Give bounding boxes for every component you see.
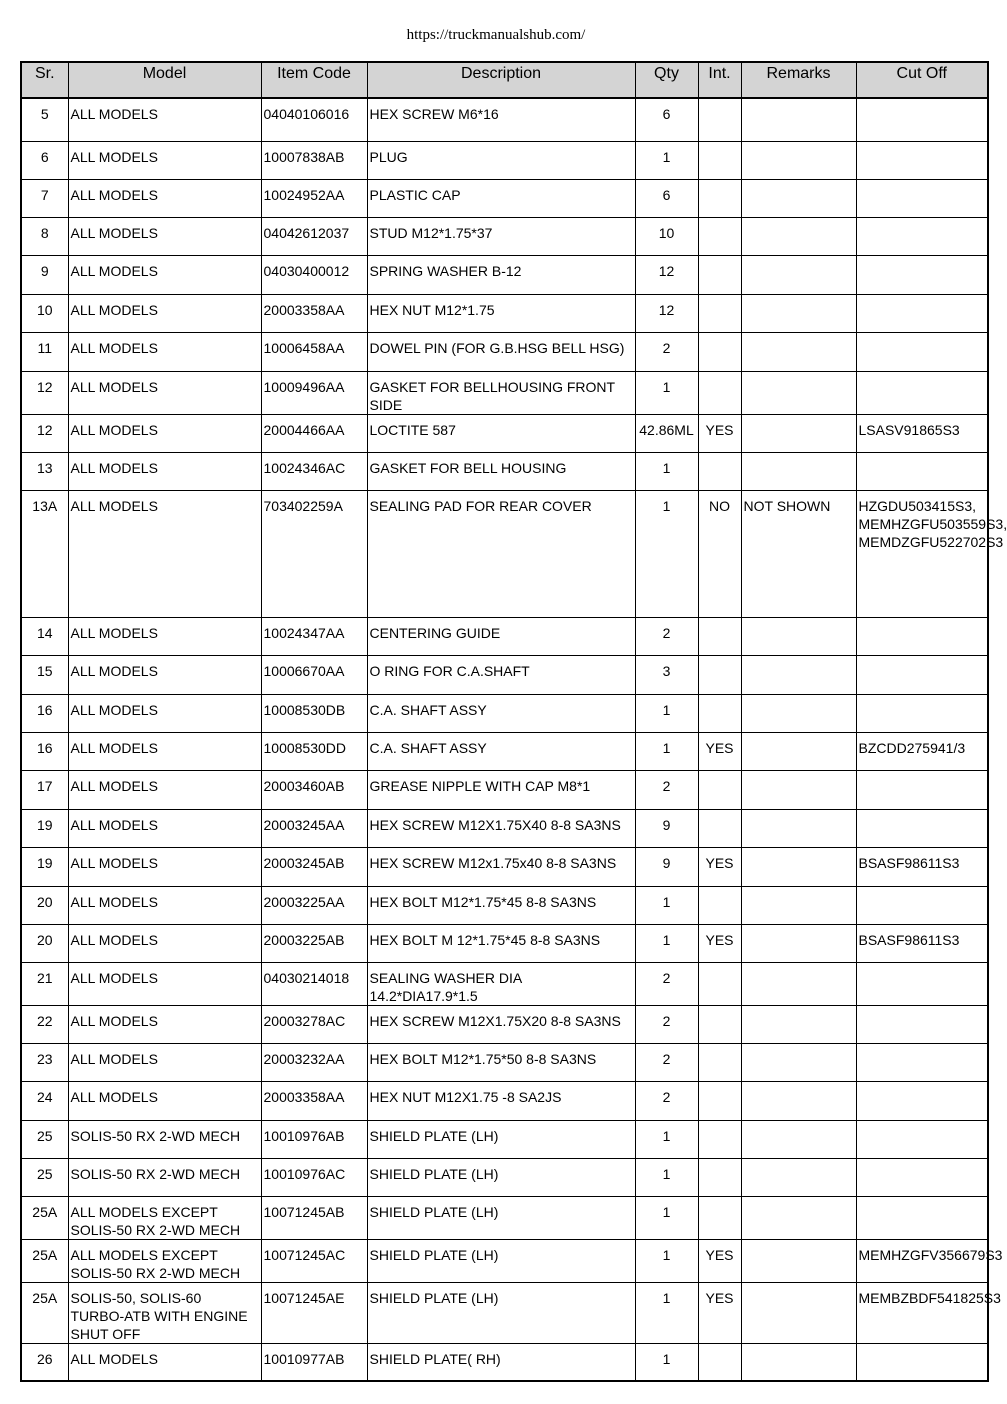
cell-int xyxy=(698,1343,741,1381)
cell-model: ALL MODELS xyxy=(68,1081,261,1120)
cell-cut-off xyxy=(856,655,988,694)
table-row xyxy=(21,98,988,141)
cell-sr: 25A xyxy=(21,1239,68,1282)
cell-qty: 1 xyxy=(635,1343,698,1381)
cell-cut-off xyxy=(856,1196,988,1239)
cell-item-code: 20003225AB xyxy=(261,924,367,962)
cell-item-code: 10008530DD xyxy=(261,732,367,770)
cell-int: YES xyxy=(698,1282,741,1343)
cell-int xyxy=(698,694,741,732)
cell-model: ALL MODELS xyxy=(68,179,261,217)
cell-sr: 20 xyxy=(21,886,68,924)
cell-int xyxy=(698,1005,741,1043)
cell-remarks xyxy=(741,886,856,924)
cell-description: O RING FOR C.A.SHAFT xyxy=(367,655,635,694)
cell-qty: 6 xyxy=(635,98,698,141)
cell-item-code: 20003245AA xyxy=(261,809,367,847)
cell-description: PLUG xyxy=(367,141,635,179)
cell-model: SOLIS-50, SOLIS-60 TURBO-ATB WITH ENGINE SHUT OFF xyxy=(68,1282,261,1343)
cell-item-code: 20003232AA xyxy=(261,1043,367,1081)
cell-cut-off xyxy=(856,141,988,179)
cell-item-code: 10010976AC xyxy=(261,1158,367,1196)
cell-qty: 1 xyxy=(635,732,698,770)
table-row xyxy=(21,179,988,217)
cell-int xyxy=(698,1158,741,1196)
cell-item-code: 10010977AB xyxy=(261,1343,367,1381)
cell-cut-off xyxy=(856,1158,988,1196)
cell-item-code: 10071245AE xyxy=(261,1282,367,1343)
table-row xyxy=(21,1043,988,1081)
cell-item-code: 10024952AA xyxy=(261,179,367,217)
cell-cut-off: MEMHZGFV356679S3 xyxy=(856,1239,988,1282)
table-row xyxy=(21,1343,988,1381)
table-row xyxy=(21,886,988,924)
cell-qty: 1 xyxy=(635,1239,698,1282)
cell-description: GASKET FOR BELLHOUSING FRONT SIDE xyxy=(367,371,635,414)
cell-item-code: 04030400012 xyxy=(261,255,367,294)
cell-remarks xyxy=(741,1005,856,1043)
cell-cut-off xyxy=(856,452,988,490)
cell-model: ALL MODELS xyxy=(68,371,261,414)
cell-description: HEX NUT M12*1.75 xyxy=(367,294,635,332)
cell-model: ALL MODELS xyxy=(68,924,261,962)
table-row xyxy=(21,217,988,255)
cell-model: ALL MODELS xyxy=(68,414,261,452)
cell-model: ALL MODELS xyxy=(68,98,261,141)
cell-int xyxy=(698,255,741,294)
table-row xyxy=(21,1120,988,1158)
cell-int xyxy=(698,1043,741,1081)
cell-sr: 21 xyxy=(21,962,68,1005)
cell-int xyxy=(698,1081,741,1120)
cell-description: HEX SCREW M12X1.75X20 8-8 SA3NS xyxy=(367,1005,635,1043)
cell-item-code: 04030214018 xyxy=(261,962,367,1005)
cell-remarks xyxy=(741,98,856,141)
cell-cut-off xyxy=(856,1005,988,1043)
cell-cut-off: BZCDD275941/3 xyxy=(856,732,988,770)
cell-item-code: 10010976AB xyxy=(261,1120,367,1158)
cell-remarks xyxy=(741,962,856,1005)
table-row xyxy=(21,962,988,1005)
cell-model: ALL MODELS xyxy=(68,255,261,294)
cell-item-code: 10008530DB xyxy=(261,694,367,732)
header-row xyxy=(21,62,988,98)
cell-remarks xyxy=(741,1282,856,1343)
cell-qty: 9 xyxy=(635,809,698,847)
cell-int xyxy=(698,179,741,217)
table-row xyxy=(21,452,988,490)
table-row xyxy=(21,141,988,179)
table-row xyxy=(21,617,988,655)
cell-model: ALL MODELS xyxy=(68,490,261,617)
cell-int: YES xyxy=(698,414,741,452)
cell-sr: 25 xyxy=(21,1120,68,1158)
cell-remarks xyxy=(741,1158,856,1196)
cell-int xyxy=(698,141,741,179)
cell-description: SHIELD PLATE (LH) xyxy=(367,1239,635,1282)
cell-item-code: 10006458AA xyxy=(261,332,367,371)
cell-int xyxy=(698,371,741,414)
cell-remarks xyxy=(741,655,856,694)
cell-description: LOCTITE 587 xyxy=(367,414,635,452)
cell-cut-off xyxy=(856,371,988,414)
cell-model: ALL MODELS xyxy=(68,962,261,1005)
cell-description: SHIELD PLATE (LH) xyxy=(367,1282,635,1343)
cell-sr: 5 xyxy=(21,98,68,141)
cell-int: YES xyxy=(698,924,741,962)
cell-remarks xyxy=(741,732,856,770)
cell-qty: 1 xyxy=(635,1158,698,1196)
header-qty: Qty xyxy=(635,62,698,98)
cell-item-code: 20003460AB xyxy=(261,770,367,809)
cell-item-code: 10006670AA xyxy=(261,655,367,694)
cell-model: ALL MODELS xyxy=(68,217,261,255)
cell-remarks xyxy=(741,1343,856,1381)
table-row xyxy=(21,255,988,294)
cell-sr: 17 xyxy=(21,770,68,809)
cell-sr: 13 xyxy=(21,452,68,490)
table-row xyxy=(21,847,988,886)
cell-cut-off xyxy=(856,886,988,924)
cell-remarks xyxy=(741,770,856,809)
cell-remarks xyxy=(741,217,856,255)
cell-model: ALL MODELS xyxy=(68,655,261,694)
cell-description: SEALING WASHER DIA 14.2*DIA17.9*1.5 xyxy=(367,962,635,1005)
table-row xyxy=(21,1239,988,1282)
cell-remarks xyxy=(741,255,856,294)
cell-sr: 24 xyxy=(21,1081,68,1120)
cell-description: C.A. SHAFT ASSY xyxy=(367,732,635,770)
cell-cut-off xyxy=(856,962,988,1005)
cell-qty: 2 xyxy=(635,617,698,655)
cell-item-code: 20003278AC xyxy=(261,1005,367,1043)
cell-item-code: 703402259A xyxy=(261,490,367,617)
cell-item-code: 10007838AB xyxy=(261,141,367,179)
cell-model: ALL MODELS xyxy=(68,332,261,371)
cell-int xyxy=(698,452,741,490)
cell-int xyxy=(698,1196,741,1239)
cell-cut-off xyxy=(856,294,988,332)
cell-sr: 12 xyxy=(21,371,68,414)
cell-description: CENTERING GUIDE xyxy=(367,617,635,655)
cell-remarks xyxy=(741,924,856,962)
cell-sr: 15 xyxy=(21,655,68,694)
table-row xyxy=(21,1282,988,1343)
cell-description: PLASTIC CAP xyxy=(367,179,635,217)
cell-qty: 1 xyxy=(635,1120,698,1158)
table-row xyxy=(21,371,988,414)
cell-qty: 2 xyxy=(635,770,698,809)
cell-cut-off xyxy=(856,255,988,294)
table-row xyxy=(21,332,988,371)
cell-qty: 1 xyxy=(635,1196,698,1239)
cell-description: HEX BOLT M12*1.75*50 8-8 SA3NS xyxy=(367,1043,635,1081)
cell-model: ALL MODELS xyxy=(68,694,261,732)
cell-cut-off: MEMBZBDF541825S3 xyxy=(856,1282,988,1343)
cell-description: GREASE NIPPLE WITH CAP M8*1 xyxy=(367,770,635,809)
cell-qty: 2 xyxy=(635,332,698,371)
cell-remarks xyxy=(741,1043,856,1081)
table-row xyxy=(21,655,988,694)
cell-qty: 1 xyxy=(635,452,698,490)
cell-qty: 2 xyxy=(635,1005,698,1043)
cell-remarks xyxy=(741,332,856,371)
cell-int: YES xyxy=(698,1239,741,1282)
cell-description: HEX SCREW M6*16 xyxy=(367,98,635,141)
cell-sr: 7 xyxy=(21,179,68,217)
cell-int: YES xyxy=(698,847,741,886)
cell-qty: 2 xyxy=(635,1043,698,1081)
table-row xyxy=(21,1196,988,1239)
cell-description: SHIELD PLATE (LH) xyxy=(367,1120,635,1158)
cell-sr: 25A xyxy=(21,1282,68,1343)
table-row xyxy=(21,924,988,962)
table-row xyxy=(21,694,988,732)
table-row xyxy=(21,490,988,617)
table-row xyxy=(21,732,988,770)
table-row xyxy=(21,770,988,809)
cell-sr: 19 xyxy=(21,809,68,847)
cell-description: DOWEL PIN (FOR G.B.HSG BELL HSG) xyxy=(367,332,635,371)
cell-description: SEALING PAD FOR REAR COVER xyxy=(367,490,635,617)
cell-int xyxy=(698,962,741,1005)
cell-qty: 9 xyxy=(635,847,698,886)
cell-cut-off xyxy=(856,770,988,809)
cell-model: ALL MODELS xyxy=(68,1043,261,1081)
cell-item-code: 04042612037 xyxy=(261,217,367,255)
cell-description: GASKET FOR BELL HOUSING xyxy=(367,452,635,490)
cell-qty: 1 xyxy=(635,371,698,414)
cell-item-code: 20003358AA xyxy=(261,294,367,332)
cell-sr: 25A xyxy=(21,1196,68,1239)
table-row xyxy=(21,1005,988,1043)
cell-qty: 1 xyxy=(635,694,698,732)
cell-cut-off xyxy=(856,98,988,141)
cell-remarks xyxy=(741,694,856,732)
cell-cut-off xyxy=(856,1043,988,1081)
cell-int xyxy=(698,655,741,694)
cell-int xyxy=(698,98,741,141)
cell-remarks xyxy=(741,452,856,490)
cell-sr: 25 xyxy=(21,1158,68,1196)
cell-remarks xyxy=(741,617,856,655)
cell-int xyxy=(698,217,741,255)
cell-qty: 1 xyxy=(635,1282,698,1343)
cell-remarks: NOT SHOWN xyxy=(741,490,856,617)
cell-cut-off: BSASF98611S3 xyxy=(856,847,988,886)
table-row xyxy=(21,294,988,332)
cell-cut-off xyxy=(856,617,988,655)
cell-model: ALL MODELS xyxy=(68,452,261,490)
table-row xyxy=(21,1081,988,1120)
cell-description: HEX SCREW M12x1.75x40 8-8 SA3NS xyxy=(367,847,635,886)
cell-description: HEX BOLT M12*1.75*45 8-8 SA3NS xyxy=(367,886,635,924)
cell-cut-off xyxy=(856,809,988,847)
cell-item-code: 10024346AC xyxy=(261,452,367,490)
cell-sr: 26 xyxy=(21,1343,68,1381)
header-item-code: Item Code xyxy=(261,62,367,98)
header-int: Int. xyxy=(698,62,741,98)
cell-model: ALL MODELS xyxy=(68,886,261,924)
cell-qty: 12 xyxy=(635,255,698,294)
cell-int: YES xyxy=(698,732,741,770)
cell-sr: 12 xyxy=(21,414,68,452)
cell-cut-off xyxy=(856,694,988,732)
cell-description: SHIELD PLATE( RH) xyxy=(367,1343,635,1381)
cell-int xyxy=(698,809,741,847)
cell-model: ALL MODELS xyxy=(68,1005,261,1043)
cell-model: ALL MODELS EXCEPT SOLIS-50 RX 2-WD MECH xyxy=(68,1196,261,1239)
cell-qty: 12 xyxy=(635,294,698,332)
cell-sr: 14 xyxy=(21,617,68,655)
cell-cut-off xyxy=(856,217,988,255)
cell-int xyxy=(698,294,741,332)
cell-description: HEX SCREW M12X1.75X40 8-8 SA3NS xyxy=(367,809,635,847)
header-description: Description xyxy=(367,62,635,98)
cell-description: STUD M12*1.75*37 xyxy=(367,217,635,255)
cell-sr: 9 xyxy=(21,255,68,294)
cell-item-code: 20003225AA xyxy=(261,886,367,924)
header-cut-off: Cut Off xyxy=(856,62,988,98)
cell-model: ALL MODELS xyxy=(68,809,261,847)
cell-cut-off: HZGDU503415S3, MEMHZGFU503559S3, MEMDZGFU522702S3 xyxy=(856,490,988,617)
cell-description: HEX NUT M12X1.75 -8 SA2JS xyxy=(367,1081,635,1120)
cell-cut-off xyxy=(856,179,988,217)
cell-remarks xyxy=(741,414,856,452)
cell-model: ALL MODELS xyxy=(68,732,261,770)
cell-item-code: 20004466AA xyxy=(261,414,367,452)
cell-remarks xyxy=(741,294,856,332)
cell-int xyxy=(698,1120,741,1158)
cell-remarks xyxy=(741,1081,856,1120)
cell-sr: 8 xyxy=(21,217,68,255)
cell-cut-off xyxy=(856,332,988,371)
cell-model: ALL MODELS xyxy=(68,770,261,809)
cell-description: SPRING WASHER B-12 xyxy=(367,255,635,294)
cell-sr: 13A xyxy=(21,490,68,617)
cell-sr: 20 xyxy=(21,924,68,962)
cell-description: HEX BOLT M 12*1.75*45 8-8 SA3NS xyxy=(367,924,635,962)
cell-cut-off: BSASF98611S3 xyxy=(856,924,988,962)
cell-sr: 10 xyxy=(21,294,68,332)
cell-description: SHIELD PLATE (LH) xyxy=(367,1196,635,1239)
cell-qty: 10 xyxy=(635,217,698,255)
cell-qty: 1 xyxy=(635,141,698,179)
cell-qty: 2 xyxy=(635,1081,698,1120)
cell-qty: 6 xyxy=(635,179,698,217)
table-row xyxy=(21,1158,988,1196)
cell-sr: 16 xyxy=(21,732,68,770)
cell-remarks xyxy=(741,1196,856,1239)
parts-table xyxy=(20,61,1007,1382)
table-row xyxy=(21,414,988,452)
cell-remarks xyxy=(741,847,856,886)
cell-item-code: 10071245AB xyxy=(261,1196,367,1239)
cell-qty: 1 xyxy=(635,490,698,617)
cell-qty: 2 xyxy=(635,962,698,1005)
cell-int xyxy=(698,886,741,924)
cell-remarks xyxy=(741,1239,856,1282)
cell-model: ALL MODELS xyxy=(68,141,261,179)
cell-model: ALL MODELS xyxy=(68,847,261,886)
cell-cut-off xyxy=(856,1081,988,1120)
cell-sr: 16 xyxy=(21,694,68,732)
cell-remarks xyxy=(741,179,856,217)
header-remarks: Remarks xyxy=(741,62,856,98)
cell-remarks xyxy=(741,371,856,414)
cell-item-code: 04040106016 xyxy=(261,98,367,141)
cell-remarks xyxy=(741,809,856,847)
cell-cut-off: LSASV91865S3 xyxy=(856,414,988,452)
cell-item-code: 10009496AA xyxy=(261,371,367,414)
site-url: https://truckmanualshub.com/ xyxy=(406,27,586,43)
cell-description: C.A. SHAFT ASSY xyxy=(367,694,635,732)
cell-model: ALL MODELS EXCEPT SOLIS-50 RX 2-WD MECH xyxy=(68,1239,261,1282)
cell-sr: 23 xyxy=(21,1043,68,1081)
cell-model: ALL MODELS xyxy=(68,294,261,332)
cell-model: SOLIS-50 RX 2-WD MECH xyxy=(68,1120,261,1158)
cell-item-code: 20003245AB xyxy=(261,847,367,886)
cell-int: NO xyxy=(698,490,741,617)
cell-sr: 6 xyxy=(21,141,68,179)
cell-sr: 19 xyxy=(21,847,68,886)
cell-item-code: 10071245AC xyxy=(261,1239,367,1282)
cell-sr: 22 xyxy=(21,1005,68,1043)
cell-int xyxy=(698,332,741,371)
cell-sr: 11 xyxy=(21,332,68,371)
cell-description: SHIELD PLATE (LH) xyxy=(367,1158,635,1196)
cell-item-code: 20003358AA xyxy=(261,1081,367,1120)
cell-qty: 3 xyxy=(635,655,698,694)
cell-qty: 1 xyxy=(635,886,698,924)
cell-int xyxy=(698,770,741,809)
cell-qty: 42.86ML xyxy=(635,414,698,452)
cell-qty: 1 xyxy=(635,924,698,962)
header-sr: Sr. xyxy=(21,62,68,98)
cell-cut-off xyxy=(856,1343,988,1381)
cell-int xyxy=(698,617,741,655)
cell-model: ALL MODELS xyxy=(68,1343,261,1381)
cell-model: SOLIS-50 RX 2-WD MECH xyxy=(68,1158,261,1196)
table-row xyxy=(21,809,988,847)
cell-item-code: 10024347AA xyxy=(261,617,367,655)
cell-remarks xyxy=(741,141,856,179)
cell-cut-off xyxy=(856,1120,988,1158)
header-model: Model xyxy=(68,62,261,98)
cell-remarks xyxy=(741,1120,856,1158)
cell-model: ALL MODELS xyxy=(68,617,261,655)
